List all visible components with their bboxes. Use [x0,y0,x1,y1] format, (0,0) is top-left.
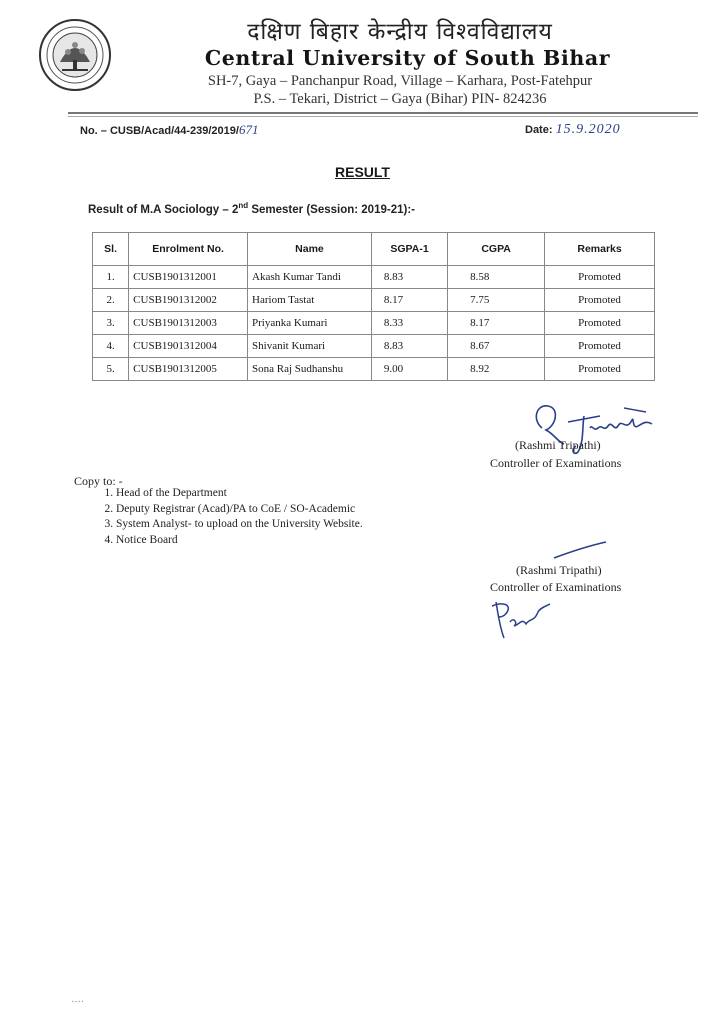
cell-cgpa: 7.75 [448,289,545,312]
reference-number [80,122,258,138]
date-field [525,122,621,138]
cell-remarks: Promoted [545,335,655,358]
cell-sgpa: 8.17 [371,289,447,312]
table-row [93,266,655,289]
cell-sgpa: 9.00 [371,358,447,381]
table-header-row [93,233,655,266]
cell-cgpa: 8.17 [448,312,545,335]
cell-name: Priyanka Kumari [248,312,372,335]
cell-remarks: Promoted [545,266,655,289]
header-sl: Sl. [93,233,129,266]
cell-cgpa: 8.67 [448,335,545,358]
table-row [93,312,655,335]
cell-name: Akash Kumar Tandi [248,266,372,289]
document-title: RESULT [335,164,390,180]
results-table [92,232,655,381]
cell-enrolment: CUSB1901312005 [129,358,248,381]
copy-to-list [92,486,363,548]
subtitle-superscript: nd [238,201,249,210]
cell-enrolment: CUSB1901312001 [129,266,248,289]
signatory-name-1: (Rashmi Tripathi) [515,438,601,452]
reference-label: No. – CUSB/Acad/44-239/2019/ [80,125,239,137]
cell-cgpa: 8.58 [448,266,545,289]
cell-sl: 1. [93,266,129,289]
list-item: 1. Head of the Department [116,486,363,502]
table-row [93,289,655,312]
signature-stroke-icon [550,538,610,562]
copy-to-label: Copy to: - [74,474,123,488]
cell-remarks: Promoted [545,312,655,335]
university-seal-icon [38,18,112,92]
cell-sl: 5. [93,358,129,381]
cell-enrolment: CUSB1901312003 [129,312,248,335]
cell-sgpa: 8.83 [371,266,447,289]
university-hindi-name: दक्षिण बिहार केन्द्रीय विश्वविद्यालय [247,19,553,45]
cell-remarks: Promoted [545,289,655,312]
header-divider [68,112,698,114]
signatory-title-1: Controller of Examinations [490,456,622,470]
subtitle-suffix: Semester (Session: 2019-21):- [248,203,415,216]
subtitle-prefix: Result of M.A Sociology – 2 [88,203,239,216]
list-item: 3. System Analyst- to upload on the University Website. [116,517,363,533]
header-enrolment: Enrolment No. [129,233,248,266]
header-divider-thin [68,116,698,117]
list-item: 4. Notice Board [116,533,363,549]
address-line-1: SH-7, Gaya – Panchanpur Road, Village – Karhara, Post-Fatehpur [207,73,593,89]
signatory-title-2: Controller of Examinations [490,580,622,594]
cell-enrolment: CUSB1901312004 [129,335,248,358]
cell-sgpa: 8.83 [371,335,447,358]
cell-name: Hariom Tastat [248,289,372,312]
footer-scan-mark: ▪ ▪ ▪ ▪ [72,999,84,1005]
signatory-name-2: (Rashmi Tripathi) [516,563,602,577]
cell-cgpa: 8.92 [448,358,545,381]
result-subtitle [88,201,415,216]
cell-sl: 4. [93,335,129,358]
table-row [93,335,655,358]
header-cgpa: CGPA [448,233,545,266]
header-remarks: Remarks [545,233,655,266]
header-sgpa: SGPA-1 [371,233,447,266]
cell-sl: 2. [93,289,129,312]
university-english-name: Central University of South Bihar [204,46,611,70]
reference-handwritten-number: 671 [238,122,259,137]
initials-scribble-icon [490,598,552,642]
cell-sgpa: 8.33 [371,312,447,335]
header-name: Name [248,233,372,266]
cell-name: Sona Raj Sudhanshu [248,358,372,381]
address-line-2: P.S. – Tekari, District – Gaya (Bihar) PIN- 824236 [253,91,547,107]
date-handwritten-value: 15.9.2020 [555,122,621,137]
table-row [93,358,655,381]
cell-name: Shivanit Kumari [248,335,372,358]
cell-remarks: Promoted [545,358,655,381]
cell-enrolment: CUSB1901312002 [129,289,248,312]
cell-sl: 3. [93,312,129,335]
date-label: Date: [525,124,553,136]
list-item: 2. Deputy Registrar (Acad)/PA to CoE / SO-Academic [116,502,363,518]
